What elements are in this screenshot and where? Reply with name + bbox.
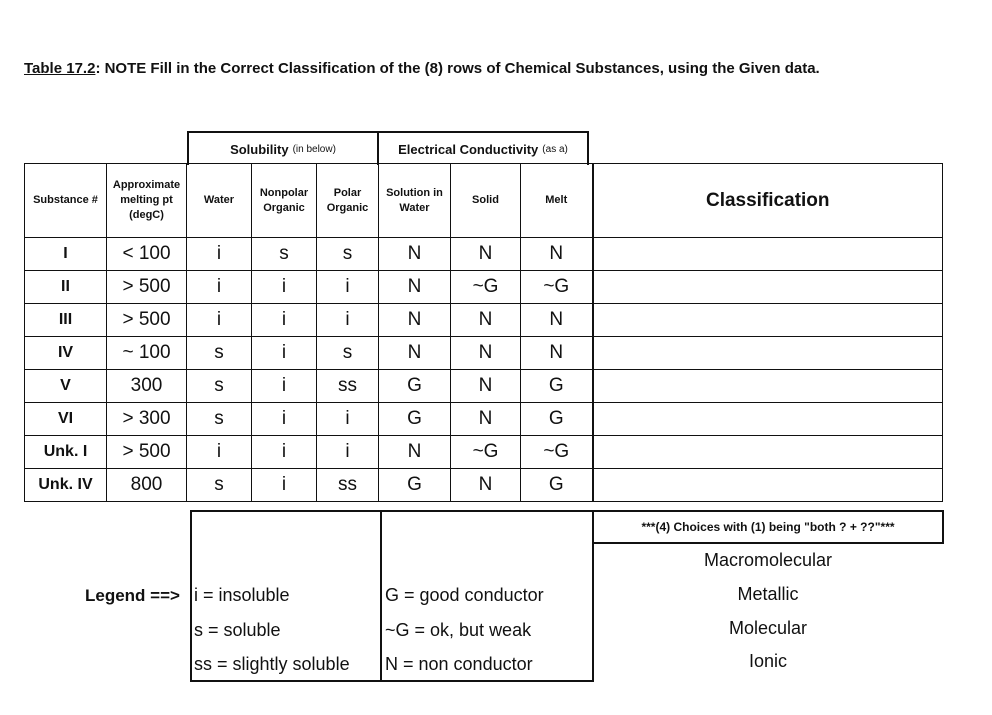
table-number: Table 17.2 [24,60,96,77]
solubility-header-note: (in below) [292,143,336,155]
cell-solution: G [379,469,451,502]
cell-substance: I [25,238,107,271]
col-substance: Substance # [25,164,107,238]
col-solid: Solid [451,164,521,238]
legend-label: Legend ==> [85,586,180,605]
conductivity-header-label: Electrical Conductivity [398,141,539,157]
cell-substance: II [25,271,107,304]
col-melting-line-1: Approximate [112,179,181,191]
cell-melt: G [521,403,593,436]
col-nonpolar-line-1: Nonpolar [259,186,309,199]
cell-melt: G [521,469,593,502]
cell-solution: N [379,337,451,370]
conductivity-group-header [377,131,589,165]
col-polar-line-2: Organic [326,201,369,214]
cell-substance: VI [25,403,107,436]
cell-nonpolar: i [252,337,317,370]
cell-classification[interactable] [593,370,943,403]
cell-solid: ~G [451,271,521,304]
cell-melting-point: ~ 100 [107,337,187,370]
cell-classification[interactable] [593,436,943,469]
cell-nonpolar: s [252,238,317,271]
cell-melting-point: 800 [107,469,187,502]
col-solution-line-1: Solution in [386,186,443,199]
cell-substance: Unk. IV [25,469,107,502]
table-row [25,304,943,337]
cell-nonpolar: i [252,436,317,469]
conductivity-header-note: (as a) [542,143,568,155]
cell-solid: N [451,238,521,271]
cell-melt: G [521,370,593,403]
cell-substance: IV [25,337,107,370]
legend-conductivity-good: G = good conductor [385,585,544,605]
cell-classification[interactable] [593,238,943,271]
cell-melt: ~G [521,271,593,304]
cell-nonpolar: i [252,403,317,436]
cell-water: i [187,271,252,304]
solubility-header-label: Solubility [230,141,289,157]
table-row [25,436,943,469]
cell-melt: N [521,304,593,337]
legend-solubility-soluble: s = soluble [194,620,281,640]
column-header-row [25,164,943,238]
col-solution-in-water [379,164,451,238]
col-melting-line-2: melting pt [120,194,173,206]
cell-water: s [187,370,252,403]
table-row [25,238,943,271]
cell-melting-point: > 300 [107,403,187,436]
col-classification: Classification [593,164,943,238]
col-melting-line-3: (degC) [129,209,164,221]
cell-melting-point: > 500 [107,436,187,469]
table-row [25,403,943,436]
cell-water: i [187,436,252,469]
choice-item: Macromolecular [703,550,833,570]
cell-melting-point: < 100 [107,238,187,271]
solubility-group-header [187,131,379,165]
legend-solubility-insoluble: i = insoluble [194,585,290,605]
cell-polar: s [317,337,379,370]
cell-polar: s [317,238,379,271]
cell-classification[interactable] [593,271,943,304]
cell-water: i [187,304,252,337]
cell-solution: N [379,271,451,304]
cell-solution: N [379,436,451,469]
cell-nonpolar: i [252,469,317,502]
cell-polar: i [317,271,379,304]
cell-substance: III [25,304,107,337]
legend-conductivity-none: N = non conductor [385,654,533,674]
col-polar-organic [317,164,379,238]
cell-substance: Unk. I [25,436,107,469]
col-water: Water [187,164,252,238]
cell-nonpolar: i [252,271,317,304]
choices-header: ***(4) Choices with (1) being "both ? + ??"*** [641,520,895,534]
cell-water: i [187,238,252,271]
cell-polar: i [317,436,379,469]
cell-solid: N [451,469,521,502]
col-nonpolar-line-2: Organic [263,201,305,214]
cell-classification[interactable] [593,403,943,436]
col-melt: Melt [521,164,593,238]
table-row [25,370,943,403]
cell-solid: N [451,370,521,403]
cell-polar: ss [317,370,379,403]
cell-solution: G [379,403,451,436]
cell-solid: ~G [451,436,521,469]
substances-table [24,163,943,502]
table-row [25,469,943,502]
cell-classification[interactable] [593,469,943,502]
cell-classification[interactable] [593,337,943,370]
col-nonpolar-organic [252,164,317,238]
cell-melt: N [521,337,593,370]
cell-nonpolar: i [252,370,317,403]
cell-melting-point: > 500 [107,304,187,337]
choice-item: Ionic [748,651,788,671]
col-polar-line-1: Polar [333,186,362,199]
cell-solution: N [379,304,451,337]
col-solution-line-2: Water [399,201,430,214]
cell-melt: ~G [521,436,593,469]
table-title [24,60,820,77]
cell-classification[interactable] [593,304,943,337]
cell-substance: V [25,370,107,403]
cell-solid: N [451,304,521,337]
cell-solution: G [379,370,451,403]
cell-water: s [187,403,252,436]
legend-conductivity-weak: ~G = ok, but weak [385,620,532,640]
cell-water: s [187,337,252,370]
col-melting-point [107,164,187,238]
table-title-text: : NOTE Fill in the Correct Classification of the (8) rows of Chemical Substances, using the Given data. [95,60,820,77]
cell-solid: N [451,403,521,436]
cell-polar: i [317,403,379,436]
cell-polar: i [317,304,379,337]
legend-solubility-slightly-soluble: ss = slightly soluble [194,654,350,674]
cell-solution: N [379,238,451,271]
cell-melting-point: > 500 [107,271,187,304]
cell-water: s [187,469,252,502]
cell-solid: N [451,337,521,370]
cell-nonpolar: i [252,304,317,337]
choice-item: Metallic [737,584,799,604]
choice-item: Molecular [728,618,808,638]
table-row [25,337,943,370]
cell-melting-point: 300 [107,370,187,403]
table-row [25,271,943,304]
cell-melt: N [521,238,593,271]
cell-polar: ss [317,469,379,502]
